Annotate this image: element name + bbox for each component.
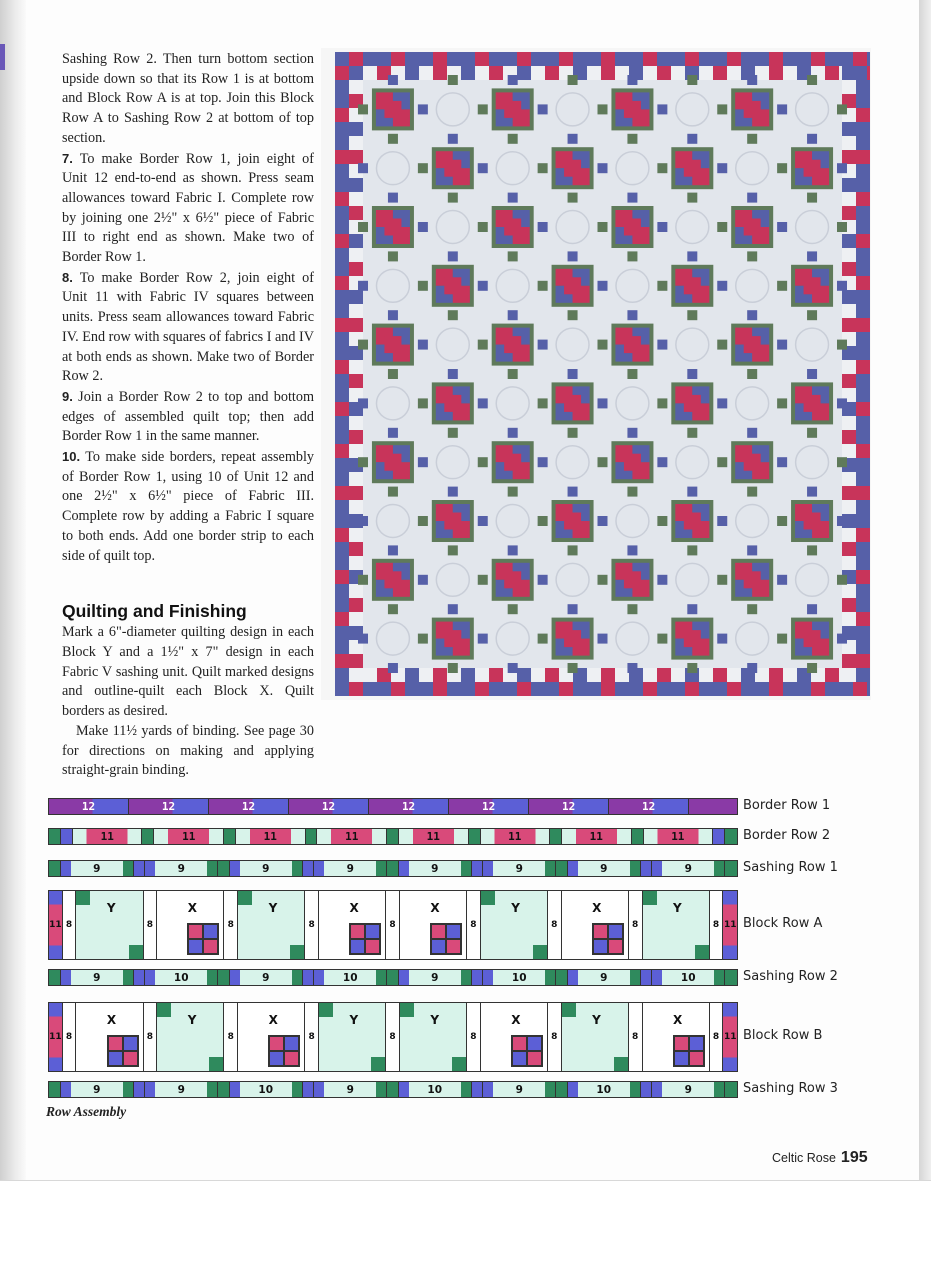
block-x: [157, 891, 224, 959]
block-x: [400, 891, 467, 959]
cornerstone-square: [472, 1082, 484, 1097]
block-letter: X: [187, 901, 197, 915]
block-letter: X: [268, 1013, 278, 1027]
cornerstone-square: [134, 1082, 146, 1097]
block-letter: Y: [430, 1013, 440, 1027]
unit-number: 11: [182, 830, 196, 843]
unit-number: 12: [401, 800, 416, 813]
step-number: 8.: [62, 269, 73, 285]
block-letter: Y: [592, 1013, 601, 1027]
quilt-photo: [321, 48, 871, 700]
unit-number: 8: [551, 920, 558, 930]
sashing-strip: [305, 1003, 319, 1071]
fabric-square: [550, 829, 562, 844]
sashing-strip: [548, 1003, 562, 1071]
four-patch: [673, 1035, 705, 1067]
sashing-unit: [399, 970, 472, 985]
border-row-1: [48, 798, 738, 815]
sashing-unit: [568, 861, 641, 876]
gutter-tab-mark: [0, 44, 5, 70]
fabric-square: [224, 829, 236, 844]
unit-number: 10: [427, 1083, 443, 1096]
patch-square: [123, 1051, 138, 1066]
block-x: [562, 891, 629, 959]
unit-number: 8: [65, 920, 73, 930]
unit-number: 8: [65, 1032, 73, 1042]
sashing-strip: [386, 1003, 400, 1071]
corner-square: [614, 1057, 628, 1071]
patch-square: [108, 1051, 123, 1066]
block-letter: X: [106, 1013, 117, 1027]
block-y: [238, 891, 305, 959]
unit-number: 11: [723, 920, 737, 930]
row-label: Sashing Row 2: [743, 969, 838, 984]
unit-number: 11: [49, 920, 62, 930]
row-label: Block Row A: [743, 916, 823, 931]
unit-number: 10: [173, 971, 189, 984]
block-y: [481, 891, 548, 959]
block-x: [481, 1003, 548, 1071]
paragraph-text: To make Border Row 1, join eight of Unit 12 end-to-end as shown. Press seam allowances toward Fabric I. Complete row by joining one 2½" x 6½" piece of Fabric III to right end as shown. Make two of Border Row 1.: [62, 150, 314, 266]
unit-number: 10: [680, 971, 696, 984]
unit-number: 9: [515, 1083, 523, 1096]
patch-square: [674, 1036, 689, 1051]
four-patch: [187, 923, 219, 955]
block-y: [76, 891, 143, 959]
patch-square: [512, 1036, 527, 1051]
unit-number: 8: [389, 1032, 396, 1042]
cornerstone-square: [49, 1082, 61, 1097]
patch-square: [608, 924, 623, 939]
unit-number: 8: [146, 920, 154, 930]
sashing-unit: [145, 1082, 218, 1097]
running-title: Celtic Rose: [772, 1151, 836, 1165]
patch-square: [512, 1051, 527, 1066]
page-edge: [919, 0, 931, 1180]
sashing-strip: [224, 891, 238, 959]
patch-square: [123, 1036, 138, 1051]
border-end-unit: [723, 891, 737, 959]
cornerstone-square: [303, 861, 315, 876]
cornerstone-square: [556, 861, 568, 876]
patch-square: [431, 924, 446, 939]
block-letter: Y: [349, 1013, 359, 1027]
unit-number: 9: [346, 862, 354, 875]
unit-number: 8: [551, 1032, 558, 1042]
patch-square: [203, 924, 218, 939]
unit-number: 8: [146, 1032, 154, 1042]
quilt-center: [349, 66, 856, 682]
paragraph-text: Mark a 6"-diameter quilting design in each Block Y and a 1½" x 7" design in each Fabric V sashing unit. Quilt marked designs and outline-quilt each Block X. Quilt borders as desired.: [62, 624, 314, 720]
patch-square: [593, 939, 608, 954]
unit-11: [154, 829, 224, 844]
corner-square: [695, 945, 709, 959]
block-letter: X: [349, 901, 359, 915]
block-x: [238, 1003, 305, 1071]
patch-square: [527, 1036, 542, 1051]
cornerstone-square: [556, 970, 568, 985]
sashing-unit: [314, 861, 387, 876]
block-letter: X: [511, 1013, 521, 1027]
patch-square: [350, 924, 365, 939]
unit-11: [481, 829, 551, 844]
cornerstone-square: [134, 861, 146, 876]
instruction-paragraph: [62, 623, 314, 722]
block-letter: X: [592, 901, 602, 915]
patch-square: [365, 924, 380, 939]
corner-square: [319, 1003, 333, 1017]
cornerstone-square: [387, 1082, 399, 1097]
cornerstone-square: [218, 1082, 230, 1097]
four-patch: [349, 923, 381, 955]
block-y: [400, 1003, 467, 1071]
four-patch: [268, 1035, 300, 1067]
sashing-strip: [710, 891, 724, 959]
paragraph-text: To make side borders, repeat assembly of Border Row 1, using 10 of Unit 12 and one 2½" x 6½" piece of Fabric III. Complete row by adding a Fabric I square to both ends. Add one border strip to each side of quilt top.: [62, 449, 314, 564]
unit-number: 10: [258, 1083, 274, 1096]
sashing-unit: [652, 861, 725, 876]
page-number: 195: [840, 1149, 868, 1166]
unit-12: [289, 799, 369, 814]
instruction-paragraph: [62, 387, 314, 447]
unit-12: [369, 799, 449, 814]
sashing-strip: [548, 891, 562, 959]
patch-square: [108, 1036, 123, 1051]
corner-square: [238, 891, 252, 905]
patch-square: [689, 1036, 704, 1051]
sashing-unit: [230, 970, 303, 985]
block-letter: Y: [511, 901, 520, 915]
unit-number: 10: [511, 971, 527, 984]
diagram-caption: Row Assembly: [46, 1104, 127, 1119]
unit-11: [73, 829, 143, 844]
sashing-unit: [483, 861, 556, 876]
patch-square: [527, 1051, 542, 1066]
step-number: 7.: [62, 150, 73, 166]
cornerstone-square: [725, 861, 737, 876]
scan-margin: [0, 1180, 931, 1280]
unit-12: [529, 799, 609, 814]
sashing-row: [48, 1081, 738, 1098]
sashing-unit: [61, 861, 134, 876]
corner-square: [400, 1003, 414, 1017]
sashing-unit: [230, 1082, 303, 1097]
cornerstone-square: [49, 970, 61, 985]
sashing-unit: [399, 1082, 472, 1097]
corner-square: [452, 1057, 466, 1071]
unit-number: 8: [308, 920, 315, 930]
cornerstone-square: [472, 970, 484, 985]
unit-number: 8: [632, 1032, 639, 1042]
sashing-unit: [61, 970, 134, 985]
sashing-strip: [386, 891, 400, 959]
fabric-square: [61, 829, 73, 844]
cornerstone-square: [49, 861, 61, 876]
unit-number: 12: [321, 800, 336, 813]
four-patch: [511, 1035, 543, 1067]
unit-number: 9: [262, 971, 270, 984]
sashing-row: [48, 860, 738, 877]
unit-12: [609, 799, 689, 814]
sashing-unit: [314, 970, 387, 985]
sashing-strip: [63, 891, 77, 959]
patch-square: [593, 924, 608, 939]
sashing-strip: [467, 891, 481, 959]
fabric-square: [469, 829, 481, 844]
unit-number: 9: [177, 1083, 185, 1096]
block-x: [319, 891, 386, 959]
paragraph-text: To make Border Row 2, join eight of Unit 11 with Fabric IV squares between units. Press seam allowances toward Fabric IV. End row with squares of fabrics I and IV at both ends as shown. Make two of Border Row 2.: [62, 269, 314, 385]
unit-11: [317, 829, 387, 844]
patch-square: [203, 939, 218, 954]
fabric-square: [632, 829, 644, 844]
unit-number: 9: [93, 1083, 101, 1096]
paragraph-text: Quilting and Finishing: [62, 601, 247, 622]
unit-number: 8: [470, 1032, 477, 1042]
patch-square: [188, 939, 203, 954]
patch-square: [608, 939, 623, 954]
unit-12: [449, 799, 529, 814]
cornerstone-square: [641, 970, 653, 985]
page-gutter: [0, 0, 26, 1180]
four-patch: [107, 1035, 139, 1067]
sashing-strip: [629, 1003, 643, 1071]
unit-number: 11: [426, 830, 440, 843]
sashing-unit: [61, 1082, 134, 1097]
cornerstone-square: [556, 1082, 568, 1097]
patch-square: [689, 1051, 704, 1066]
unit-11: [399, 829, 469, 844]
unit-number: 12: [81, 800, 96, 813]
page-footer: [772, 1149, 868, 1167]
instruction-paragraph: [62, 50, 314, 149]
instruction-paragraph: [62, 447, 314, 566]
sashing-unit: [483, 1082, 556, 1097]
corner-square: [290, 945, 304, 959]
step-number: 9.: [62, 388, 73, 404]
row-label: Sashing Row 1: [743, 860, 838, 875]
unit-number: 9: [600, 862, 608, 875]
patch-square: [446, 924, 461, 939]
unit-number: 9: [346, 1083, 354, 1096]
cornerstone-square: [303, 1082, 315, 1097]
unit-12: [129, 799, 209, 814]
row-assembly-diagram: [48, 796, 848, 1108]
block-row: [48, 1002, 738, 1072]
unit-number: 9: [684, 1083, 692, 1096]
sashing-strip: [63, 1003, 77, 1071]
paragraph-text: Join a Border Row 2 to top and bottom edges of assembled quilt top; then add Border Row 1 in the same manner.: [62, 388, 314, 445]
unit-number: 8: [712, 1032, 720, 1042]
unit-11: [644, 829, 714, 844]
sashing-unit: [652, 970, 725, 985]
corner-square: [129, 945, 143, 959]
patch-square: [188, 924, 203, 939]
patch-square: [284, 1051, 299, 1066]
block-letter: Y: [106, 901, 116, 915]
cornerstone-square: [387, 970, 399, 985]
quilt-photo-illustration: [321, 48, 871, 700]
sashing-unit: [399, 861, 472, 876]
cornerstone-square: [303, 970, 315, 985]
block-letter: X: [672, 1013, 683, 1027]
unit-number: 11: [589, 830, 603, 843]
four-patch: [592, 923, 624, 955]
border-end-piece: [689, 799, 737, 814]
fabric-square: [387, 829, 399, 844]
paragraph-text: Sashing Row 2. Then turn bottom section upside down so that its Row 1 is at bottom and Block Row A is at top. Join this Block Row A to Sashing Row 2 at bottom of top section.: [62, 51, 314, 146]
corner-square: [481, 891, 495, 905]
block-letter: Y: [268, 901, 278, 915]
unit-number: 8: [470, 920, 477, 930]
unit-number: 9: [600, 971, 608, 984]
sashing-row: [48, 969, 738, 986]
unit-number: 9: [93, 862, 101, 875]
section-heading: [62, 600, 314, 622]
unit-number: 12: [161, 800, 176, 813]
sashing-strip: [629, 891, 643, 959]
instruction-paragraph: [62, 268, 314, 387]
corner-square: [209, 1057, 223, 1071]
unit-number: 12: [241, 800, 256, 813]
unit-number: 9: [515, 862, 523, 875]
block-y: [319, 1003, 386, 1071]
sashing-unit: [230, 861, 303, 876]
border-end-unit: [723, 1003, 737, 1071]
unit-number: 12: [561, 800, 576, 813]
instruction-text-column: [62, 50, 314, 781]
sashing-unit: [568, 970, 641, 985]
cornerstone-square: [641, 861, 653, 876]
border-row-2: [48, 828, 738, 845]
paragraph-text: Make 11½ yards of binding. See page 30 for directions on making and applying straight-grain binding.: [62, 722, 314, 779]
cornerstone-square: [725, 970, 737, 985]
corner-square: [157, 1003, 171, 1017]
unit-number: 11: [263, 830, 277, 843]
unit-number: 9: [177, 862, 185, 875]
block-y: [157, 1003, 224, 1071]
sashing-unit: [145, 970, 218, 985]
unit-number: 10: [596, 1083, 612, 1096]
unit-number: 11: [345, 830, 359, 843]
sashing-unit: [568, 1082, 641, 1097]
sashing-strip: [144, 1003, 158, 1071]
patch-square: [350, 939, 365, 954]
cornerstone-square: [725, 1082, 737, 1097]
block-row: [48, 890, 738, 960]
block-letter: Y: [187, 1013, 197, 1027]
cornerstone-square: [218, 970, 230, 985]
cornerstone-square: [472, 861, 484, 876]
block-y: [562, 1003, 629, 1071]
patch-square: [269, 1036, 284, 1051]
unit-number: 11: [49, 1032, 62, 1042]
fabric-square: [725, 829, 737, 844]
sashing-unit: [314, 1082, 387, 1097]
sashing-strip: [710, 1003, 724, 1071]
patch-square: [365, 939, 380, 954]
unit-number: 11: [671, 830, 685, 843]
sashing-strip: [467, 1003, 481, 1071]
unit-12: [49, 799, 129, 814]
block-x: [643, 1003, 710, 1071]
unit-number: 11: [508, 830, 522, 843]
fabric-square: [306, 829, 318, 844]
unit-number: 8: [308, 1032, 315, 1042]
instruction-paragraph: [62, 149, 314, 268]
cornerstone-square: [218, 861, 230, 876]
step-number: 10.: [62, 449, 81, 465]
four-patch: [430, 923, 462, 955]
unit-number: 9: [93, 971, 101, 984]
unit-number: 8: [389, 920, 396, 930]
corner-square: [533, 945, 547, 959]
patch-square: [431, 939, 446, 954]
unit-number: 9: [262, 862, 270, 875]
unit-11: [236, 829, 306, 844]
unit-11: [562, 829, 632, 844]
block-y: [643, 891, 710, 959]
cornerstone-square: [641, 1082, 653, 1097]
instruction-paragraph: [62, 722, 314, 781]
sashing-strip: [144, 891, 158, 959]
fabric-square: [49, 829, 61, 844]
block-letter: X: [430, 901, 440, 915]
unit-number: 12: [481, 800, 496, 813]
cornerstone-square: [387, 861, 399, 876]
border-end-unit: [49, 1003, 63, 1071]
unit-number: 9: [684, 862, 692, 875]
unit-number: 8: [227, 1032, 234, 1042]
unit-number: 8: [712, 920, 720, 930]
unit-number: 10: [342, 971, 358, 984]
unit-number: 11: [100, 830, 114, 843]
patch-square: [284, 1036, 299, 1051]
patch-square: [674, 1051, 689, 1066]
corner-square: [643, 891, 657, 905]
border-end-unit: [49, 891, 63, 959]
row-label: Sashing Row 3: [743, 1081, 838, 1096]
sashing-strip: [224, 1003, 238, 1071]
sashing-unit: [145, 861, 218, 876]
unit-number: 12: [641, 800, 656, 813]
fabric-square: [713, 829, 725, 844]
unit-number: 9: [431, 971, 439, 984]
sashing-unit: [652, 1082, 725, 1097]
block-letter: Y: [672, 901, 682, 915]
unit-number: 8: [632, 920, 639, 930]
unit-12: [209, 799, 289, 814]
row-label: Border Row 2: [743, 828, 831, 843]
patch-square: [269, 1051, 284, 1066]
corner-square: [562, 1003, 576, 1017]
cornerstone-square: [134, 970, 146, 985]
fabric-square: [142, 829, 154, 844]
unit-number: 11: [723, 1032, 737, 1042]
block-x: [76, 1003, 143, 1071]
unit-number: 9: [431, 862, 439, 875]
unit-number: 8: [227, 920, 234, 930]
row-label: Border Row 1: [743, 798, 831, 813]
sashing-strip: [305, 891, 319, 959]
row-label: Block Row B: [743, 1028, 823, 1043]
sashing-unit: [483, 970, 556, 985]
corner-square: [371, 1057, 385, 1071]
patch-square: [446, 939, 461, 954]
corner-square: [76, 891, 90, 905]
